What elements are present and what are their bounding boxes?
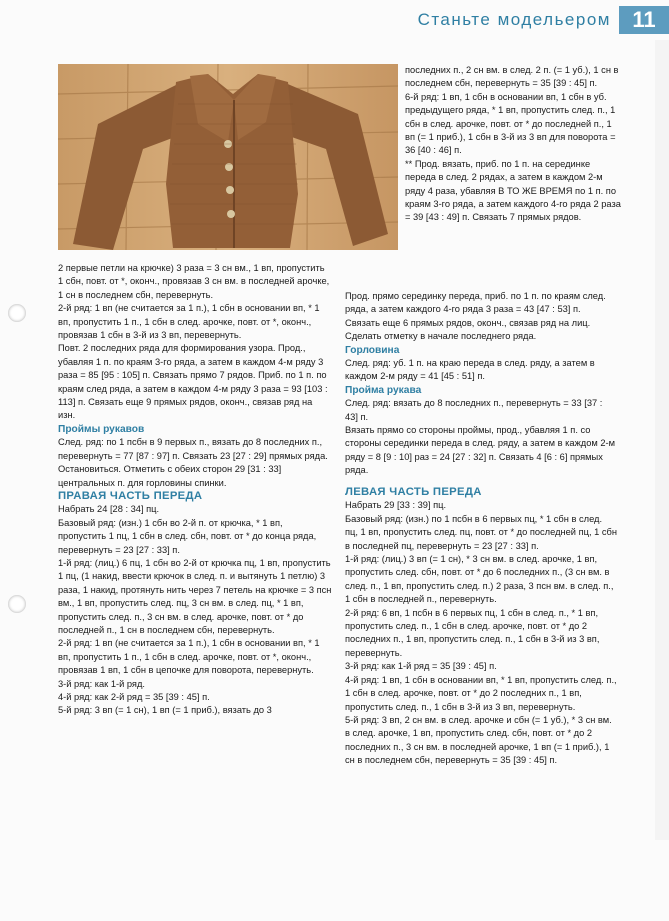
subheading-sleeve-armhole: Пройма рукава [345,384,422,396]
paragraph: 3-й ряд: как 1-й ряд. [58,678,145,689]
paragraph: 4-й ряд: как 2-й ряд = 35 [39 : 45] п. [58,692,210,702]
paragraph: Набрать 29 [33 : 39] пц. [345,500,447,511]
heading-left-front: ЛЕВАЯ ЧАСТЬ ПЕРЕДА [345,486,482,498]
paragraph: 4-й ряд: 1 вп, 1 сбн в основании вп, * 1 вп, пропустить след. п., 1 сбн в след. арочке, повт. от * до 2 последних п., 1 вп, пропустить след. п., 1 сбн в 3-й из 3 вп, перевернуть. [345,674,617,712]
paragraph: 2 первые петли на крючке) 3 раза = 3 сн вм., 1 вп, пропустить 1 сбн, повт. от *, оконч., провязав 3 сн вм. в последней арочке, 1 сн в последнем сбн, перевернуть. [58,263,330,300]
paragraph: 2-й ряд: 1 вп (не считается за 1 п.), 1 сбн в основании вп, * 1 вп, пропустить 1 п., 1 сбн в след. арочке, повт. от *, оконч., провязав 1 сбн в 3-й из 3 вп, перевернуть. [58,303,320,341]
text-column-left [58,262,332,718]
paragraph: ** Прод. вязать, приб. по 1 п. на серединке переда в след. 2 рядах, а затем в каждом 2-м ряду 4 раза, убавляя В ТО ЖЕ ВРЕМЯ по 1 п. по краям 3-го ряда, а затем каждого 4-го ряда 2 раза = 39 [43 : 49] п. Связать 7 прямых рядов. [405,158,621,223]
paragraph: 1-й ряд: (лиц.) 6 пц, 1 сбн во 2-й от крючка пц, 1 вп, пропустить 1 пц, (1 накид, ввести крючок в след. п. и вытянуть 1 петлю) 3 раза, 1 накид, протянуть нить через 7 петель на крючке = 3 псн вм., 1 вп, пропустить след. пц, 3 сн вм. в след. пц, * 1 вп, пропустить след. п., 3 сн вм. в след. арочке, повт. от * до последней п., 1 сн в последнем сбн, перевернуть. [58,557,332,635]
page-header [418,6,669,34]
subheading-neckline: Горловина [345,344,400,356]
binder-hole [8,595,26,613]
paragraph: Вязать прямо со стороны проймы, прод., убавляя 1 п. со стороны серединки переда в след. ряду, а затем в каждом 2-м ряду = 8 [9 : 10] раз = 24 [27 : 32] п. Связать 4 [6 : 6] прямых ряда. [345,425,616,476]
paragraph: 2-й ряд: 1 вп (не считается за 1 п.), 1 сбн в основании вп, * 1 вп, пропустить 1 п., 1 сбн в след. арочке, повт. от *, оконч., провязав 1 вп, 1 сбн в цепочке для поворота, перевернуть. [58,638,320,676]
text-column-right-top [405,64,623,225]
paragraph: последних п., 2 сн вм. в след. 2 п. (= 1 уб.), 1 сн в последнем сбн, перевернуть = 35 [39 : 45] п. [405,65,619,89]
paragraph: 1-й ряд: (лиц.) 3 вп (= 1 сн), * 3 сн вм. в след. арочке, 1 вп, пропустить след. сбн, повт. от * до 6 последних п., (3 сн вм. в след. п., 1 вп, пропустить след. п.) 2 раза, 3 псн вм. в след. п., 1 сбн в последней п., перевернуть. [345,554,614,605]
subheading-armholes: Проймы рукавов [58,423,145,435]
paragraph: 5-й ряд: 3 вп (= 1 сн), 1 вп (= 1 приб.), вязать до 3 [58,705,272,716]
paragraph: 2-й ряд: 6 вп, 1 псбн в 6 первых пц, 1 сбн в след. п., * 1 вп, пропустить след. п., 1 сбн в след. арочке, повт. от * до 2 последних п., 1 вп, пропустить след. п., 1 сбн в 3-й из 3 вп, перевернуть. [345,607,600,658]
paragraph: След. ряд: вязать до 8 последних п., перевернуть = 33 [37 : 43] п. [345,398,603,422]
paragraph: Повт. 2 последних ряда для формирования узора. Прод., убавляя 1 п. по краям 3-го ряда, а затем в каждом 4-м ряду 3 раза = 85 [95 : 105] п. Связать прямо 7 рядов. Приб. по 1 п. по краям след ряда, а затем в каждом 4-м ряду 3 раза = 93 [103 : 113] п. Связать еще 9 прямых рядов, оконч., связав ряд на изн. [58,343,328,421]
paragraph: Базовый ряд: (изн.) 1 сбн во 2-й п. от крючка, * 1 вп, пропустить 1 пц, 1 сбн в след. сбн, повт. от * до конца ряда, перевернуть = 23 [27 : 33] п. [58,517,317,555]
paragraph: След. ряд: уб. 1 п. на краю переда в след. ряду, а затем в каждом 2-м ряду = 41 [45 : 51] п. [345,358,595,382]
paragraph: Базовый ряд: (изн.) по 1 псбн в 6 первых пц, * 1 сбн в след. пц, 1 вп, пропустить след. пц, повт. от * до последней пц, 1 сбн в последней пц, перевернуть = 23 [27 : 33] п. [345,513,617,551]
text-column-right-mid [345,290,617,478]
jacket-photo-svg [58,64,398,250]
paragraph: 3-й ряд: как 1-й ряд = 35 [39 : 45] п. [345,661,497,672]
text-column-right-bottom [345,486,617,768]
binder-hole [8,304,26,322]
page-edge-shadow [655,40,669,840]
page-number: 11 [619,6,669,34]
paragraph: Набрать 24 [28 : 34] пц. [58,504,160,515]
paragraph: 5-й ряд: 3 вп, 2 сн вм. в след. арочке и сбн (= 1 уб.), * 3 сн вм. в след. арочке, 1 вп, пропустить след. сбн, повт. от * до 2 последних п., 3 сн вм. в последней арочке, 1 вп (= 1 приб.), 1 сн в последнем сбн, перевернуть = 35 [39 : 45] п. [345,714,612,766]
jacket-photo [58,64,398,250]
section-title: Станьте модельером [417,10,611,29]
paragraph: След. ряд: по 1 псбн в 9 первых п., вязать до 8 последних п., перевернуть = 77 [87 : 97] п. Связать 23 [27 : 29] прямых ряда. Остановиться. Отметить с обеих сторон 29 [31 : 33] центральных п. для горловины спинки. [58,437,328,488]
paragraph: Прод. прямо серединку переда, приб. по 1 п. по краям след. ряда, а затем каждого 4-го ряда 3 раза = 43 [47 : 53] п. Связать еще 6 прямых рядов, оконч., связав ряд на лиц. Сделать отметку в начале последнего ряда. [345,291,606,342]
paragraph: 6-й ряд: 1 вп, 1 сбн в основании вп, 1 сбн в уб. предыдущего ряда, * 1 вп, пропустить след. п., 1 сбн в след. арочке, повт. от * до последней п., 1 вп (= 1 приб.), 1 сбн в 3-й из 3 вп для поворота = 36 [40 : 46] п. [405,91,616,156]
heading-right-front: ПРАВАЯ ЧАСТЬ ПЕРЕДА [58,489,203,502]
